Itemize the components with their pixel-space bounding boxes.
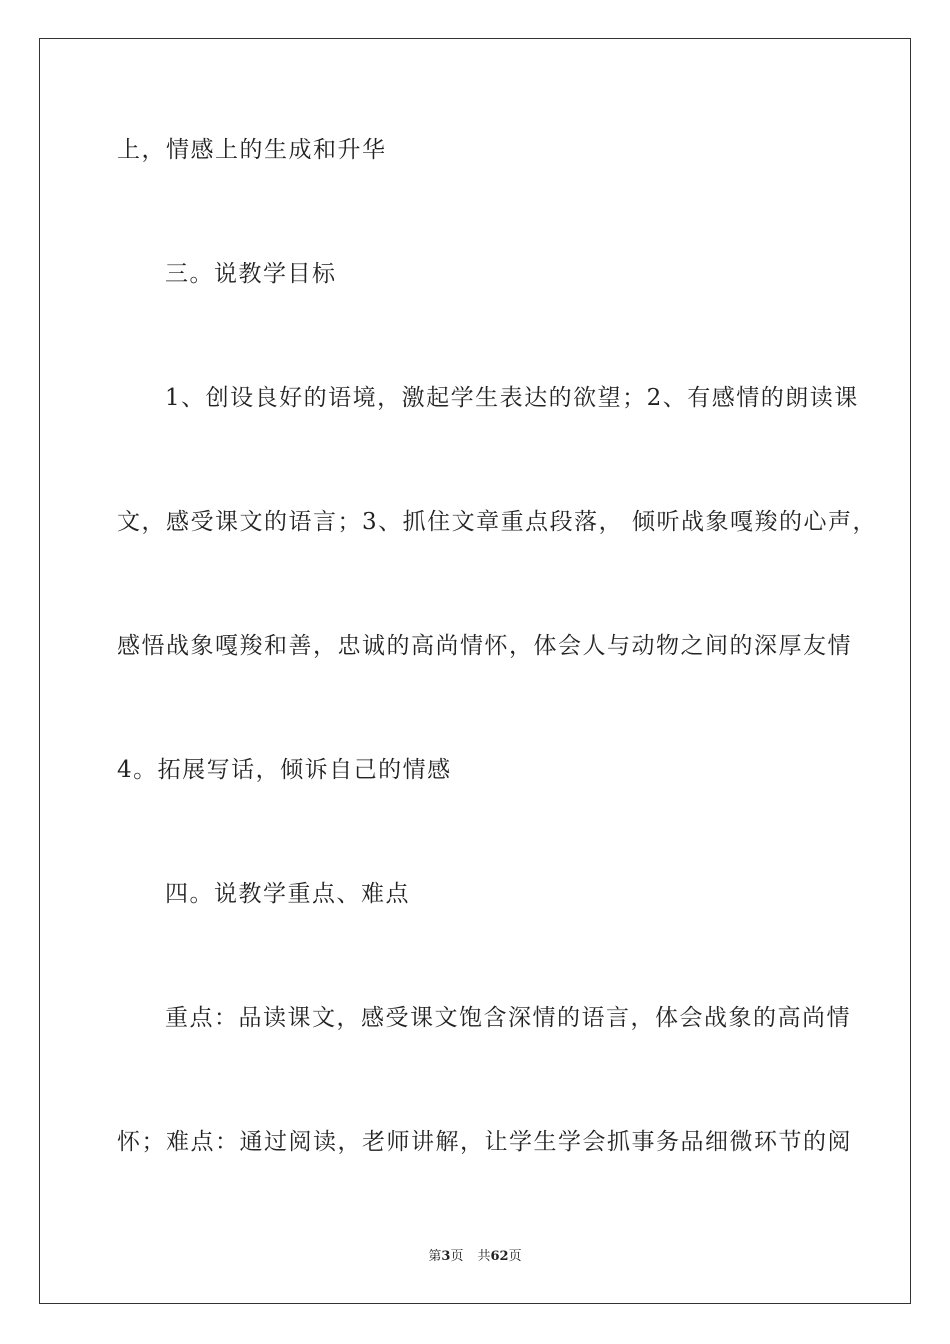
page-border (39, 38, 911, 1304)
text-line-5: 感悟战象嘎羧和善，忠诚的高尚情怀，体会人与动物之间的深厚友情 (117, 633, 852, 659)
text-line-8: 重点：品读课文，感受课文饱含深情的语言，体会战象的高尚情 (165, 1005, 851, 1031)
section-heading-objectives: 三。说教学目标 (165, 261, 337, 287)
section-heading-key-points: 四。说教学重点、难点 (165, 881, 410, 907)
total-suffix: 页 (508, 1249, 522, 1264)
page-prefix: 第 (428, 1249, 442, 1264)
total-prefix: 共 (477, 1249, 491, 1264)
text-line-1: 上，情感上的生成和升华 (117, 137, 387, 163)
text-line-6: 4。拓展写话，倾诉自己的情感 (117, 757, 452, 783)
text-line-9: 怀；难点：通过阅读，老师讲解，让学生学会抓事务品细微环节的阅 (117, 1129, 852, 1155)
text-line-4: 文，感受课文的语言；3、抓住文章重点段落， 倾听战象嘎羧的心声， (117, 509, 877, 535)
text-line-3: 1、创设良好的语境，激起学生表达的欲望；2、有感情的朗读课 (165, 385, 859, 411)
page-number: 3 (441, 1249, 451, 1264)
page-suffix: 页 (450, 1249, 464, 1264)
page-footer (0, 1248, 950, 1266)
total-pages: 62 (490, 1249, 509, 1264)
